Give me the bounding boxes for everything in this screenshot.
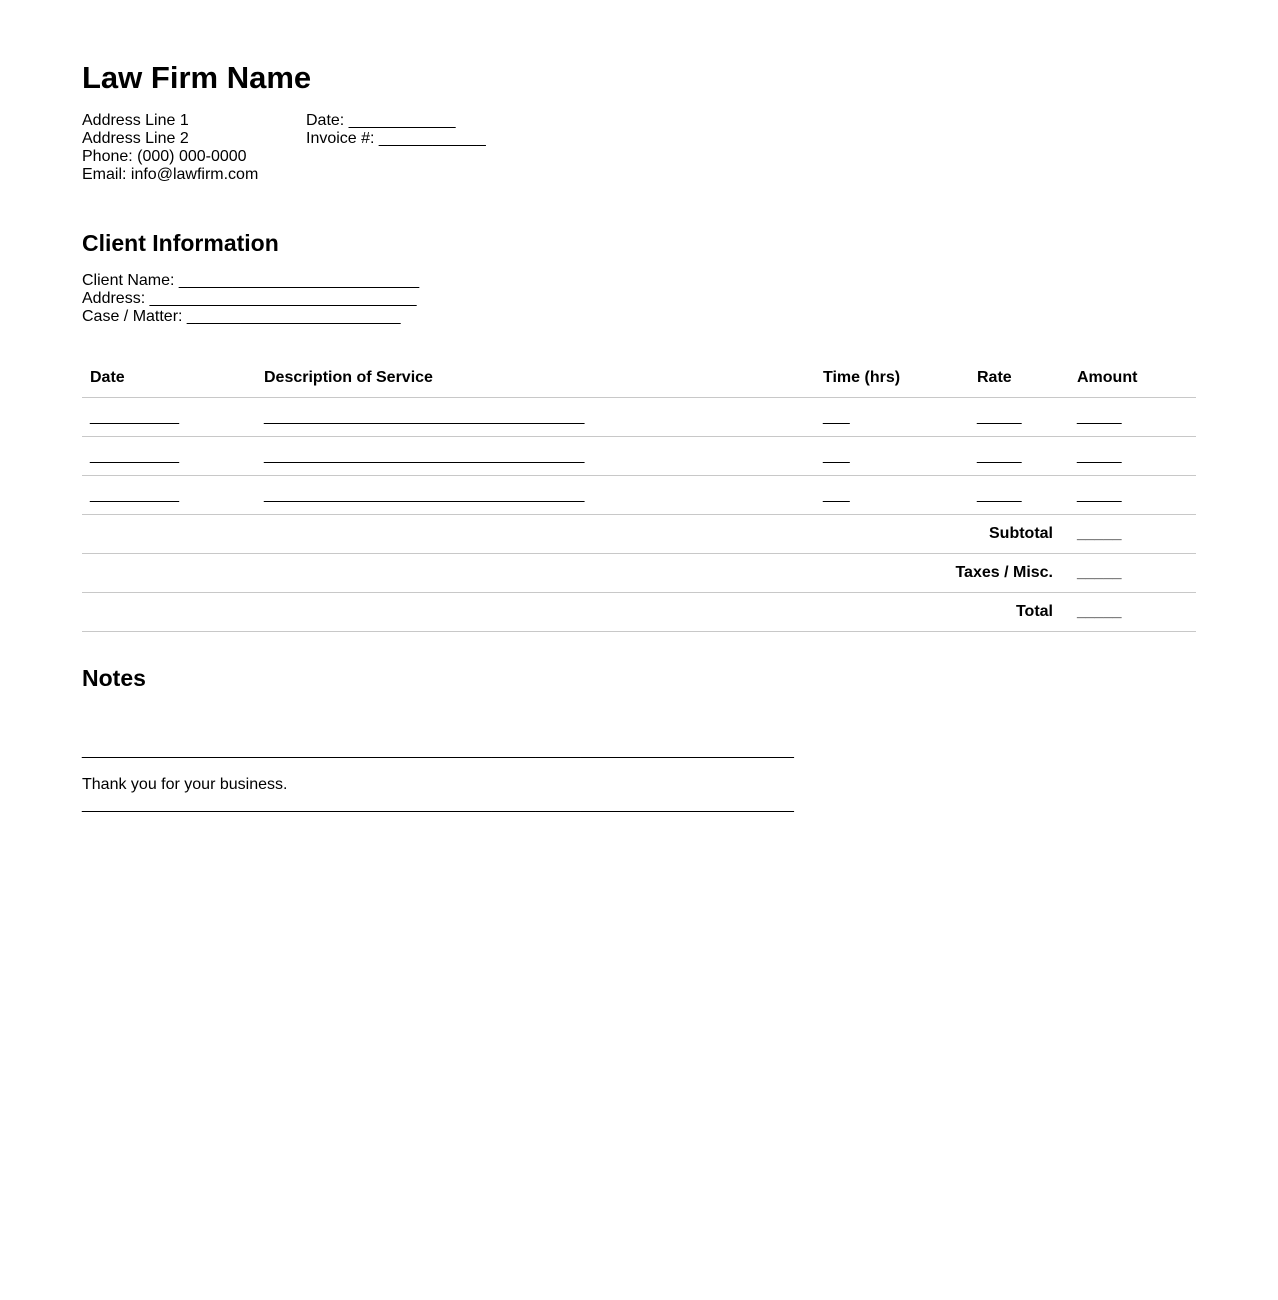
cell-time: ___ bbox=[815, 476, 969, 515]
client-name-field: Client Name: ___________________________ bbox=[82, 272, 420, 289]
cell-time: ___ bbox=[815, 437, 969, 476]
cell-description: ____________________________________ bbox=[256, 437, 815, 476]
table-row bbox=[82, 437, 1196, 476]
header-rate: Rate bbox=[969, 358, 1069, 398]
cell-rate: _____ bbox=[969, 476, 1069, 515]
firm-contact bbox=[82, 112, 258, 184]
thank-you-message: Thank you for your business. bbox=[82, 776, 288, 793]
client-address-field: Address: ______________________________ bbox=[82, 290, 417, 307]
cell-rate: _____ bbox=[969, 398, 1069, 437]
notes-line-1: ________________________________________________________________________________ bbox=[82, 742, 794, 759]
cell-amount: _____ bbox=[1069, 398, 1196, 437]
cell-date: __________ bbox=[82, 476, 256, 515]
cell-description: ____________________________________ bbox=[256, 476, 815, 515]
taxes-label: Taxes / Misc. bbox=[82, 554, 1069, 593]
total-row bbox=[82, 593, 1196, 632]
cell-rate: _____ bbox=[969, 437, 1069, 476]
table-row bbox=[82, 398, 1196, 437]
address-line-2: Address Line 2 bbox=[82, 130, 189, 147]
case-matter-field: Case / Matter: ________________________ bbox=[82, 308, 401, 325]
header-date: Date bbox=[82, 358, 256, 398]
invoice-number-field: Invoice #: ____________ bbox=[306, 130, 486, 147]
client-info-heading: Client Information bbox=[82, 230, 279, 256]
header-amount: Amount bbox=[1069, 358, 1196, 398]
firm-name: Law Firm Name bbox=[82, 60, 312, 95]
header-description: Description of Service bbox=[256, 358, 815, 398]
services-table bbox=[82, 358, 1196, 632]
subtotal-label: Subtotal bbox=[82, 515, 1069, 554]
cell-time: ___ bbox=[815, 398, 969, 437]
total-label: Total bbox=[82, 593, 1069, 632]
cell-amount: _____ bbox=[1069, 476, 1196, 515]
cell-date: __________ bbox=[82, 437, 256, 476]
client-info bbox=[82, 272, 419, 326]
notes-heading: Notes bbox=[82, 665, 146, 691]
notes-line-2: ________________________________________________________________________________ bbox=[82, 796, 794, 813]
cell-description: ____________________________________ bbox=[256, 398, 815, 437]
header-time: Time (hrs) bbox=[815, 358, 969, 398]
total-value: _____ bbox=[1069, 593, 1196, 632]
subtotal-row bbox=[82, 515, 1196, 554]
address-line-1: Address Line 1 bbox=[82, 112, 189, 129]
taxes-row bbox=[82, 554, 1196, 593]
email: Email: info@lawfirm.com bbox=[82, 166, 259, 183]
taxes-value: _____ bbox=[1069, 554, 1196, 593]
cell-amount: _____ bbox=[1069, 437, 1196, 476]
subtotal-value: _____ bbox=[1069, 515, 1196, 554]
phone: Phone: (000) 000-0000 bbox=[82, 148, 247, 165]
invoice-meta bbox=[306, 112, 486, 148]
table-header-row bbox=[82, 358, 1196, 398]
table-row bbox=[82, 476, 1196, 515]
cell-date: __________ bbox=[82, 398, 256, 437]
date-field: Date: ____________ bbox=[306, 112, 456, 129]
